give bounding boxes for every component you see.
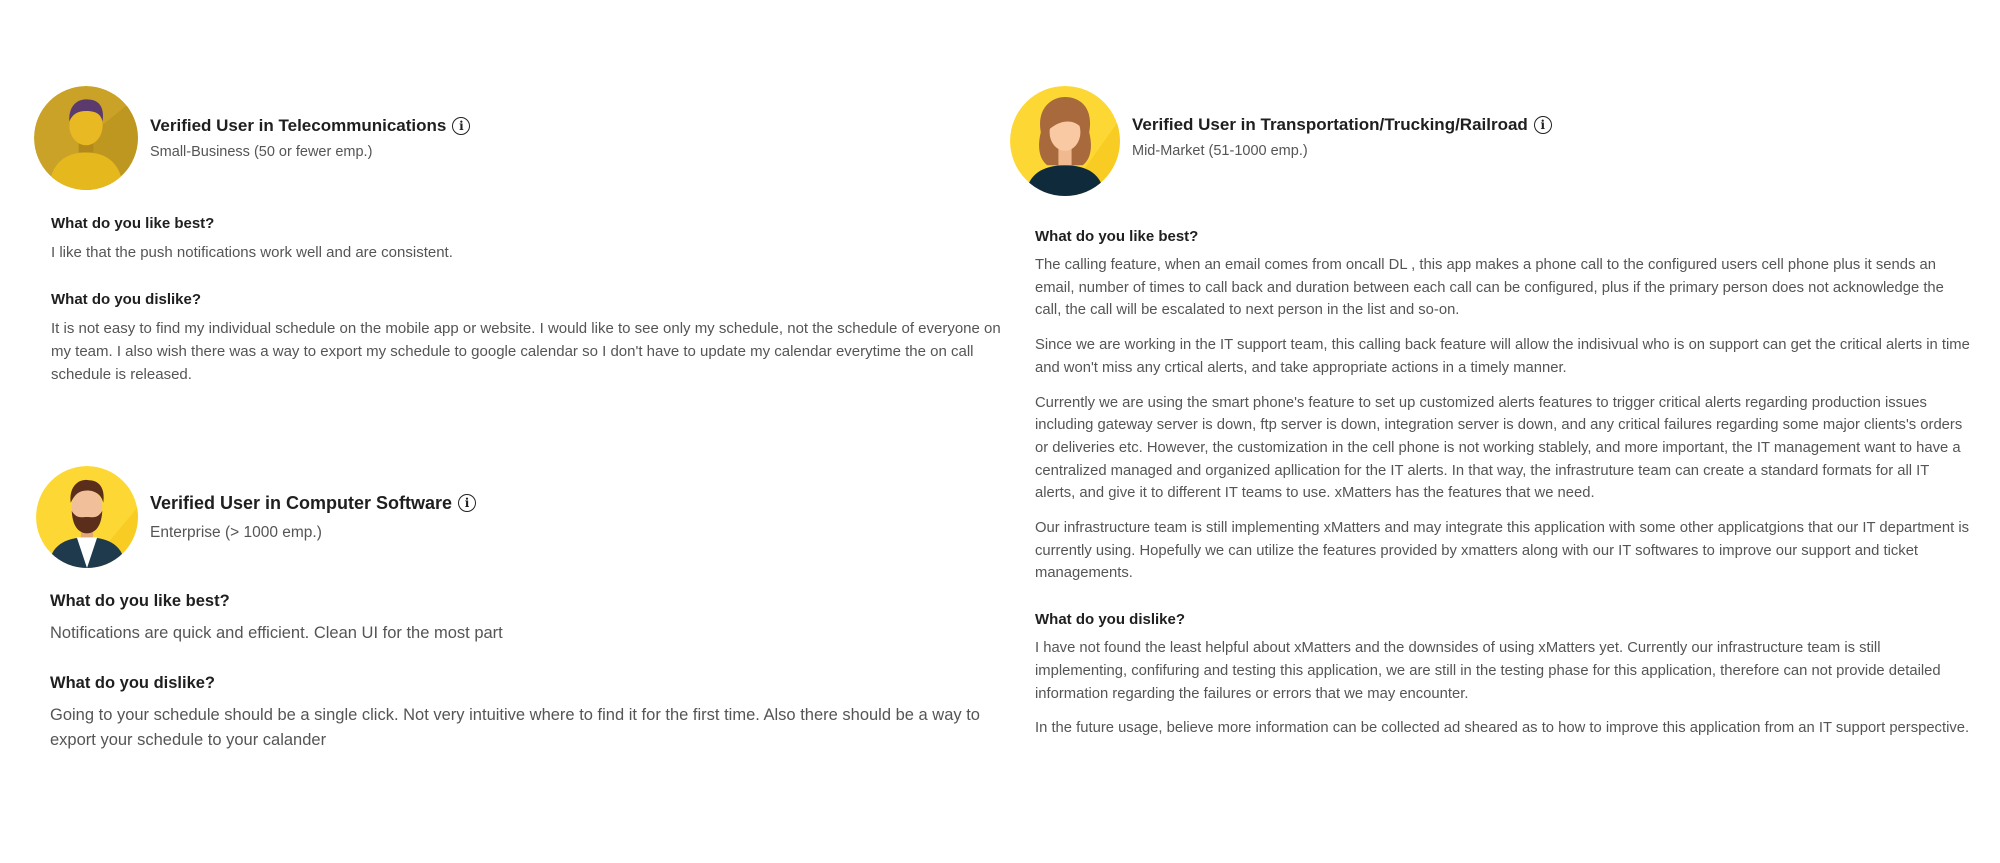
bearded-user-avatar-icon xyxy=(36,466,138,568)
like-answer: Notifications are quick and efficient. Clean UI for the most part xyxy=(50,624,503,642)
review-body xyxy=(36,592,1004,753)
review-card-telecommunications xyxy=(34,86,1004,386)
like-question: What do you like best? xyxy=(50,592,230,610)
male-user-avatar-icon xyxy=(34,86,138,190)
company-segment: Enterprise (> 1000 emp.) xyxy=(150,523,322,541)
reviewer-title: Verified User in Transportation/Trucking/Railroad i xyxy=(1132,115,1552,135)
dislike-question: What do you dislike? xyxy=(51,291,202,308)
like-answer-paragraph: Since we are working in the IT support team, this calling back feature will allow the indisivual who is on support can get the critical alerts in time and won't miss any crtical alerts, and take appropriate actions in a timely manner. xyxy=(1035,337,1970,376)
avatar xyxy=(36,466,138,568)
like-answer-paragraph: Currently we are using the smart phone's feature to set up customized alerts features to trigger critical alerts regarding production issues including gateway server is down, ftp server is down, integration server is down, and any critical failures regarding some major clients's orders or deliveries etc. However, the customization in the cell phone is not working stablely, and more important, the IT management want to have a centralized managed and organized apllication for the IT alerts. In that way, the infrastruture team can create a standard formats for all IT alerts, and give it to different IT teams to use. xMatters has the features that we need. xyxy=(1035,394,1963,502)
review-card-transportation xyxy=(1010,86,1970,740)
reviewer-meta xyxy=(1132,115,1552,159)
dislike-question: What do you dislike? xyxy=(1035,611,1186,629)
review-body xyxy=(34,215,1004,386)
info-icon[interactable]: i xyxy=(452,117,470,135)
review-header xyxy=(36,466,1004,568)
female-user-avatar-icon xyxy=(1010,86,1120,196)
review-header xyxy=(1010,86,1970,196)
reviewer-title: Verified User in Computer Software i xyxy=(150,493,476,514)
avatar xyxy=(34,86,138,190)
review-card-computer-software xyxy=(36,466,1004,753)
review-header xyxy=(34,86,1004,190)
like-answer: I like that the push notifications work well and are consistent. xyxy=(51,244,453,261)
dislike-answer: It is not easy to find my individual schedule on the mobile app or website. I would like to see only my schedule, not the schedule of everyone on my team. I also wish there was a way to export my schedule to google calendar so I don't have to update my calendar everytime the on call schedule is released. xyxy=(51,320,1001,383)
like-question: What do you like best? xyxy=(51,215,215,232)
company-segment: Mid-Market (51-1000 emp.) xyxy=(1132,143,1308,159)
avatar xyxy=(1010,86,1120,196)
like-answer-paragraph: Our infrastructure team is still implementing xMatters and may integrate this application with some other applicatgions that our IT department is currently using. Hopefully we can utilize the features provided by xmatters along with our IT softwares to improve our support and ticket managements. xyxy=(1035,520,1970,582)
review-body xyxy=(1010,228,1970,740)
reviewer-meta xyxy=(150,116,470,160)
dislike-answer: Going to your schedule should be a single click. Not very intuitive where to find it for the first time. Also there should be a way to export your schedule to your calander xyxy=(50,706,980,749)
company-segment: Small-Business (50 or fewer emp.) xyxy=(150,144,373,160)
reviewer-meta xyxy=(150,493,476,542)
info-icon[interactable]: i xyxy=(458,494,476,512)
like-question: What do you like best? xyxy=(1035,228,1199,245)
dislike-answer-paragraph: I have not found the least helpful about xMatters and the downsides of using xMatters yet. Currently our infrastructure team is still implementing, confifuring and testing this application, we are still in the testing phase for this application, therefore can not provide detailed information regarding the failures or errors that we may encounter. xyxy=(1035,640,1941,702)
like-answer-paragraph: The calling feature, when an email comes from oncall DL , this app makes a phone call to the configured users cell phone plus it sends an email, number of times to call back and duration between each call can be configured, plus if the primary person does not acknowledge the call, the call will be escalated to next person in the list and so-on. xyxy=(1035,257,1944,319)
dislike-question: What do you dislike? xyxy=(50,674,216,692)
info-icon[interactable]: i xyxy=(1534,116,1552,134)
reviewer-title: Verified User in Telecommunications i xyxy=(150,116,470,136)
dislike-answer-paragraph: In the future usage, believe more information can be collected ad sheared as to how to improve this application from an IT support perspective. xyxy=(1035,720,1970,737)
